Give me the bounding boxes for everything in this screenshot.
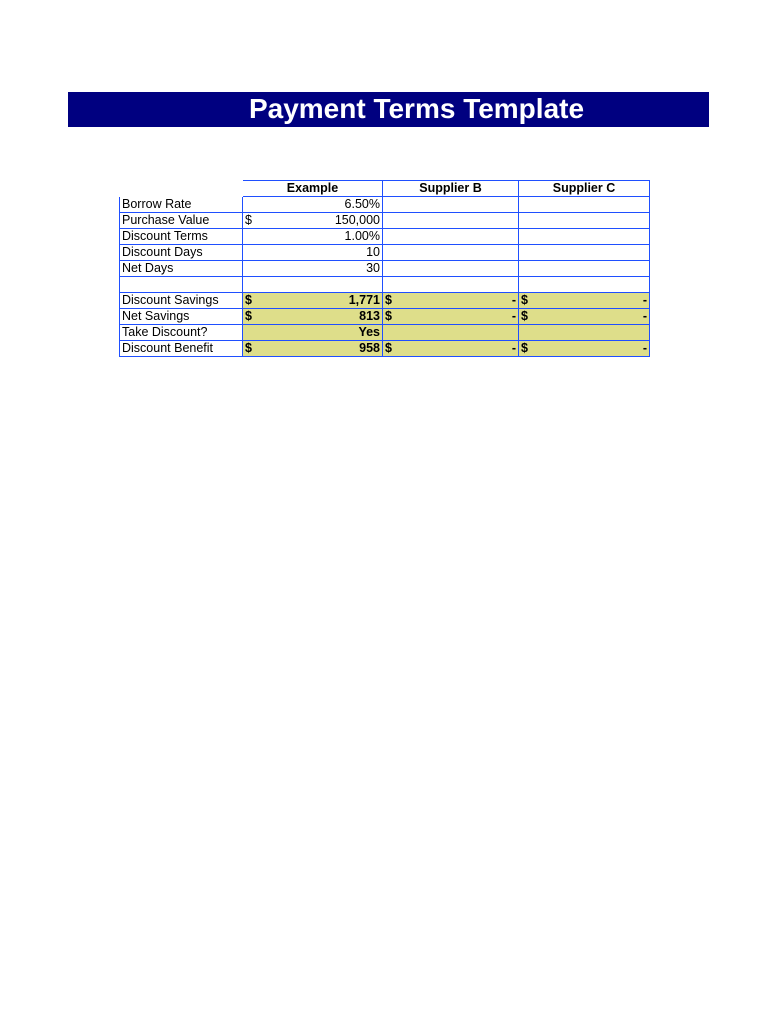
cell-value: 30 [366,261,380,275]
payment-terms-table [119,180,650,357]
cell-value: 1,771 [348,292,380,307]
cell-value: 1.00% [344,229,380,243]
currency-symbol: $ [521,340,528,355]
currency-symbol: $ [385,292,392,307]
supplier-c-cell[interactable] [519,229,650,245]
cell-value: - [511,340,516,355]
page-title: Payment Terms Template [248,93,585,124]
supplier-c-result-cell[interactable] [519,324,650,340]
row-label[interactable]: Discount Savings [120,292,243,308]
row-label[interactable]: Net Days [120,261,243,277]
table-row [120,197,650,213]
example-cell[interactable] [243,261,383,277]
row-label[interactable]: Take Discount? [120,324,243,340]
header-row [120,181,650,197]
supplier-b-cell[interactable] [383,229,519,245]
table-row [120,340,650,356]
supplier-b-result-cell[interactable] [383,292,519,308]
column-header-supplier-c[interactable]: Supplier C [519,181,650,197]
supplier-b-cell[interactable] [383,261,519,277]
example-cell[interactable] [243,245,383,261]
spacer-row [120,277,650,293]
row-label[interactable]: Net Savings [120,308,243,324]
empty-cell[interactable] [120,277,243,293]
row-label[interactable]: Discount Benefit [120,340,243,356]
supplier-c-cell[interactable] [519,197,650,213]
cell-value: 958 [359,340,380,355]
empty-cell[interactable] [519,277,650,293]
cell-value: 10 [366,245,380,259]
column-header-supplier-b[interactable]: Supplier B [383,181,519,197]
currency-symbol: $ [245,340,252,355]
supplier-c-result-cell[interactable] [519,308,650,324]
supplier-b-cell[interactable] [383,245,519,261]
table-row [120,213,650,229]
table-row [120,308,650,324]
supplier-c-result-cell[interactable] [519,340,650,356]
corner-cell [120,181,243,197]
column-header-example[interactable]: Example [243,181,383,197]
example-cell[interactable] [243,197,383,213]
supplier-b-result-cell[interactable] [383,324,519,340]
supplier-c-cell[interactable] [519,261,650,277]
currency-symbol: $ [385,340,392,355]
empty-cell[interactable] [383,277,519,293]
currency-symbol: $ [521,308,528,323]
currency-symbol: $ [245,308,252,323]
row-label[interactable]: Discount Terms [120,229,243,245]
title-bar [68,92,709,127]
example-result-cell[interactable] [243,340,383,356]
supplier-b-result-cell[interactable] [383,308,519,324]
table-row [120,261,650,277]
cell-value: - [642,340,647,355]
supplier-b-cell[interactable] [383,197,519,213]
supplier-c-result-cell[interactable] [519,292,650,308]
row-label[interactable]: Discount Days [120,245,243,261]
supplier-b-result-cell[interactable] [383,340,519,356]
supplier-b-cell[interactable] [383,213,519,229]
table-row [120,245,650,261]
row-label[interactable]: Purchase Value [120,213,243,229]
cell-value: - [642,292,647,307]
cell-value: - [642,308,647,323]
supplier-c-cell[interactable] [519,245,650,261]
example-result-cell[interactable] [243,292,383,308]
currency-symbol: $ [521,292,528,307]
cell-value: - [511,292,516,307]
table-row [120,324,650,340]
supplier-c-cell[interactable] [519,213,650,229]
currency-symbol: $ [245,292,252,307]
table-row [120,229,650,245]
example-result-cell[interactable]: Yes [243,324,383,340]
example-cell[interactable] [243,229,383,245]
currency-symbol: $ [245,213,252,227]
cell-value: 813 [359,308,380,323]
cell-value: - [511,308,516,323]
example-result-cell[interactable] [243,308,383,324]
example-cell[interactable] [243,213,383,229]
cell-value: 150,000 [334,213,380,227]
empty-cell[interactable] [243,277,383,293]
table-row [120,292,650,308]
cell-value: 6.50% [344,197,380,211]
currency-symbol: $ [385,308,392,323]
row-label[interactable]: Borrow Rate [120,197,243,213]
